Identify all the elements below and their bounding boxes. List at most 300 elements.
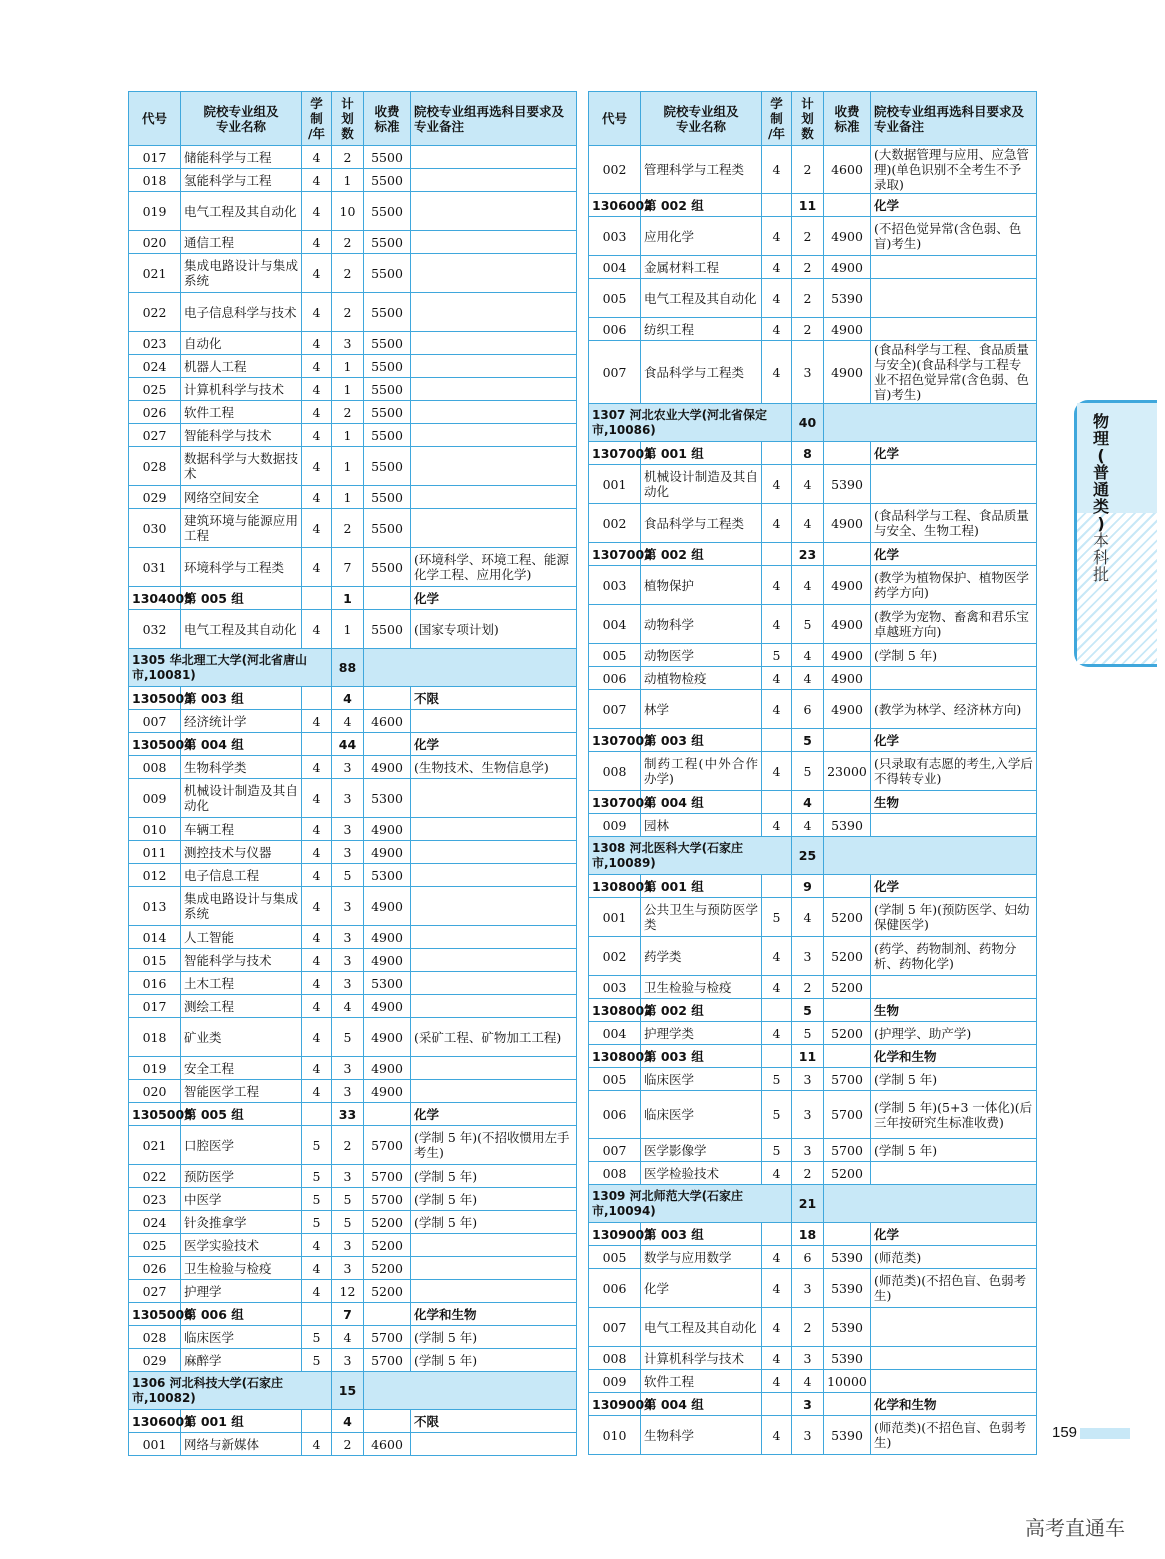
major-years: 4: [762, 465, 792, 504]
school-plan: 15: [332, 1372, 364, 1410]
major-code: 008: [589, 1162, 641, 1185]
major-code: 003: [589, 976, 641, 999]
major-note: [411, 424, 577, 447]
major-name: 动植物检疫: [641, 667, 762, 690]
major-fee: 5300: [364, 779, 411, 818]
major-note: (采矿工程、矿物加工工程): [411, 1018, 577, 1057]
major-row: [129, 401, 577, 424]
major-row: [589, 898, 1037, 937]
major-note: [871, 814, 1037, 837]
section-side-tab: [1074, 400, 1157, 667]
major-years: 4: [762, 504, 792, 543]
major-note: [411, 1057, 577, 1080]
major-plan: 4: [792, 814, 824, 837]
major-note: (学制 5 年): [411, 1211, 577, 1234]
major-years: 5: [302, 1326, 332, 1349]
major-name: 预防医学: [181, 1165, 302, 1188]
major-fee: 5500: [364, 424, 411, 447]
major-years: 4: [302, 1433, 332, 1456]
major-fee: 5200: [824, 937, 871, 976]
major-fee: 5300: [364, 972, 411, 995]
group-name: 第 003 组: [181, 687, 302, 710]
major-code: 006: [589, 1091, 641, 1139]
major-name: 数学与应用数学: [641, 1246, 762, 1269]
major-code: 017: [129, 146, 181, 169]
group-code: 1308003: [589, 1045, 641, 1068]
major-name: 卫生检验与检疫: [641, 976, 762, 999]
major-fee: 5200: [824, 976, 871, 999]
major-row: [589, 814, 1037, 837]
major-fee: 4900: [364, 756, 411, 779]
major-years: 4: [762, 1246, 792, 1269]
group-name: 第 002 组: [641, 194, 762, 217]
major-plan: 3: [332, 756, 364, 779]
major-name: 麻醉学: [181, 1349, 302, 1372]
group-code: 1309004: [589, 1393, 641, 1416]
major-name: 自动化: [181, 332, 302, 355]
major-fee: 5390: [824, 1347, 871, 1370]
major-code: 010: [589, 1416, 641, 1455]
major-code: 004: [589, 1022, 641, 1045]
major-row: [129, 887, 577, 926]
major-note: (师范类)(不招色盲、色弱考生): [871, 1416, 1037, 1455]
major-plan: 3: [332, 779, 364, 818]
major-plan: 1: [332, 610, 364, 649]
group-subject-requirement: 生物: [871, 999, 1037, 1022]
major-years: 4: [302, 1280, 332, 1303]
major-fee: 5700: [364, 1326, 411, 1349]
school-plan: 21: [792, 1185, 824, 1223]
major-code: 022: [129, 293, 181, 332]
major-name: 智能科学与技术: [181, 424, 302, 447]
school-name: 1307 河北农业大学(河北省保定市,10086): [589, 404, 792, 442]
major-note: [871, 1308, 1037, 1347]
major-plan: 2: [792, 976, 824, 999]
major-row: [129, 424, 577, 447]
major-plan: 5: [332, 1188, 364, 1211]
major-plan: 2: [332, 509, 364, 548]
major-note: [411, 169, 577, 192]
major-row: [589, 279, 1037, 318]
major-row: [129, 447, 577, 486]
group-plan: 4: [792, 791, 824, 814]
group-fee: [364, 587, 411, 610]
group-row: [589, 1393, 1037, 1416]
group-name: 第 002 组: [641, 999, 762, 1022]
major-years: 4: [762, 341, 792, 404]
major-fee: 23000: [824, 752, 871, 791]
major-code: 024: [129, 355, 181, 378]
major-years: 4: [302, 486, 332, 509]
major-note: [871, 1347, 1037, 1370]
group-plan: 44: [332, 733, 364, 756]
major-fee: 5700: [364, 1188, 411, 1211]
major-code: 007: [129, 710, 181, 733]
group-subject-requirement: 化学和生物: [871, 1393, 1037, 1416]
major-years: 4: [302, 332, 332, 355]
major-code: 016: [129, 972, 181, 995]
group-subject-requirement: 化学和生物: [871, 1045, 1037, 1068]
major-row: [589, 1416, 1037, 1455]
major-plan: 2: [332, 1126, 364, 1165]
major-row: [129, 1257, 577, 1280]
group-fee: [824, 1393, 871, 1416]
major-code: 007: [589, 341, 641, 404]
major-code: 021: [129, 1126, 181, 1165]
group-code: 1305003: [129, 687, 181, 710]
major-note: [411, 1234, 577, 1257]
major-note: (学制 5 年)(不招收惯用左手考生): [411, 1126, 577, 1165]
group-plan: 33: [332, 1103, 364, 1126]
major-row: [129, 192, 577, 231]
major-plan: 3: [792, 1068, 824, 1091]
major-years: 4: [762, 1370, 792, 1393]
group-years: [762, 791, 792, 814]
school-row: [589, 404, 1037, 442]
major-plan: 5: [332, 1211, 364, 1234]
major-code: 002: [589, 504, 641, 543]
major-row: [129, 332, 577, 355]
major-code: 002: [589, 937, 641, 976]
major-plan: 1: [332, 169, 364, 192]
major-code: 009: [129, 779, 181, 818]
major-note: (教学为林学、经济林方向): [871, 690, 1037, 729]
group-row: [129, 1303, 577, 1326]
major-fee: 5390: [824, 1269, 871, 1308]
group-years: [762, 999, 792, 1022]
header-code: 代号: [589, 92, 641, 146]
major-plan: 6: [792, 690, 824, 729]
major-note: (教学为植物保护、植物医学药学方向): [871, 566, 1037, 605]
group-years: [302, 1303, 332, 1326]
major-name: 电子信息工程: [181, 864, 302, 887]
major-note: [411, 887, 577, 926]
major-years: 4: [302, 864, 332, 887]
major-note: [411, 1080, 577, 1103]
major-name: 生物科学: [641, 1416, 762, 1455]
major-row: [129, 1433, 577, 1456]
major-code: 025: [129, 378, 181, 401]
major-name: 动物医学: [641, 644, 762, 667]
major-years: 4: [762, 1022, 792, 1045]
major-years: 5: [302, 1188, 332, 1211]
major-name: 口腔医学: [181, 1126, 302, 1165]
major-code: 012: [129, 864, 181, 887]
major-name: 机械设计制造及其自动化: [181, 779, 302, 818]
major-row: [129, 1188, 577, 1211]
major-fee: 5700: [824, 1068, 871, 1091]
major-plan: 3: [792, 341, 824, 404]
major-fee: 5500: [364, 610, 411, 649]
major-note: (生物技术、生物信息学): [411, 756, 577, 779]
group-code: 1305004: [129, 733, 181, 756]
major-name: 电气工程及其自动化: [181, 610, 302, 649]
header-code: 代号: [129, 92, 181, 146]
major-note: [411, 254, 577, 293]
major-note: [411, 841, 577, 864]
major-note: [871, 256, 1037, 279]
major-code: 029: [129, 486, 181, 509]
major-name: 集成电路设计与集成系统: [181, 887, 302, 926]
major-name: 电子信息科学与技术: [181, 293, 302, 332]
major-name: 护理学: [181, 1280, 302, 1303]
group-fee: [824, 1223, 871, 1246]
major-years: 4: [302, 949, 332, 972]
major-years: 4: [762, 814, 792, 837]
header-fee: 收费 标准: [364, 92, 411, 146]
group-plan: 18: [792, 1223, 824, 1246]
major-fee: 4900: [364, 1080, 411, 1103]
major-years: 4: [762, 318, 792, 341]
major-note: (食品科学与工程、食品质量与安全、生物工程): [871, 504, 1037, 543]
school-fill: [364, 1372, 577, 1410]
major-fee: 4900: [824, 690, 871, 729]
group-plan: 7: [332, 1303, 364, 1326]
major-name: 护理学类: [641, 1022, 762, 1045]
major-plan: 4: [792, 898, 824, 937]
major-plan: 2: [332, 231, 364, 254]
major-code: 025: [129, 1234, 181, 1257]
major-note: (师范类)(不招色盲、色弱考生): [871, 1269, 1037, 1308]
major-plan: 4: [792, 566, 824, 605]
major-note: (国家专项计划): [411, 610, 577, 649]
major-note: (学制 5 年): [871, 644, 1037, 667]
major-years: 4: [302, 447, 332, 486]
major-plan: 10: [332, 192, 364, 231]
major-plan: 3: [792, 1269, 824, 1308]
major-code: 015: [129, 949, 181, 972]
major-years: 4: [302, 548, 332, 587]
group-years: [762, 1045, 792, 1068]
major-fee: 4900: [364, 818, 411, 841]
major-row: [129, 818, 577, 841]
major-row: [129, 355, 577, 378]
major-name: 临床医学: [181, 1326, 302, 1349]
major-note: [871, 1370, 1037, 1393]
group-years: [762, 875, 792, 898]
group-plan: 4: [332, 1410, 364, 1433]
tab-category: 物 理 ( 普 通 类 ): [1092, 412, 1109, 533]
major-plan: 2: [792, 256, 824, 279]
major-code: 008: [129, 756, 181, 779]
major-row: [129, 146, 577, 169]
major-years: 5: [762, 1068, 792, 1091]
major-name: 软件工程: [641, 1370, 762, 1393]
school-row: [589, 837, 1037, 875]
group-row: [589, 729, 1037, 752]
major-name: 纺织工程: [641, 318, 762, 341]
major-years: 4: [302, 509, 332, 548]
major-years: 4: [302, 1257, 332, 1280]
major-fee: 4900: [824, 217, 871, 256]
major-plan: 1: [332, 486, 364, 509]
major-note: (学制 5 年): [411, 1165, 577, 1188]
major-note: [871, 318, 1037, 341]
major-note: [411, 332, 577, 355]
group-row: [589, 194, 1037, 217]
major-years: 4: [302, 378, 332, 401]
major-row: [589, 1068, 1037, 1091]
major-years: 5: [762, 1139, 792, 1162]
group-subject-requirement: 化学: [411, 733, 577, 756]
major-note: [411, 949, 577, 972]
major-code: 020: [129, 1080, 181, 1103]
major-name: 智能医学工程: [181, 1080, 302, 1103]
major-name: 食品科学与工程类: [641, 504, 762, 543]
major-plan: 4: [792, 644, 824, 667]
major-fee: 4900: [364, 949, 411, 972]
major-row: [589, 1162, 1037, 1185]
major-years: 5: [762, 1091, 792, 1139]
major-fee: 5500: [364, 548, 411, 587]
group-code: 1309003: [589, 1223, 641, 1246]
page-number-bar: [1080, 1428, 1130, 1439]
group-subject-requirement: 化学: [871, 875, 1037, 898]
major-code: 019: [129, 192, 181, 231]
school-name: 1306 河北科技大学(石家庄市,10082): [129, 1372, 332, 1410]
major-plan: 2: [792, 318, 824, 341]
group-name: 第 001 组: [641, 875, 762, 898]
major-fee: 5200: [364, 1257, 411, 1280]
major-plan: 2: [332, 293, 364, 332]
major-code: 026: [129, 1257, 181, 1280]
major-code: 028: [129, 447, 181, 486]
major-plan: 2: [792, 1308, 824, 1347]
tab-text: [1085, 413, 1117, 583]
major-plan: 5: [332, 864, 364, 887]
major-fee: 4900: [364, 1057, 411, 1080]
major-name: 电气工程及其自动化: [641, 279, 762, 318]
major-fee: 4900: [824, 667, 871, 690]
group-years: [762, 1393, 792, 1416]
major-note: (学制 5 年)(5+3 一体化)(后三年按研究生标准收费): [871, 1091, 1037, 1139]
major-plan: 5: [792, 752, 824, 791]
major-row: [129, 1326, 577, 1349]
major-fee: 5500: [364, 254, 411, 293]
major-years: 4: [762, 256, 792, 279]
major-row: [129, 1211, 577, 1234]
major-code: 027: [129, 1280, 181, 1303]
major-code: 005: [589, 1068, 641, 1091]
major-fee: 4600: [824, 146, 871, 194]
major-row: [129, 1165, 577, 1188]
group-name: 第 003 组: [641, 729, 762, 752]
major-code: 018: [129, 1018, 181, 1057]
major-code: 024: [129, 1211, 181, 1234]
group-plan: 5: [792, 729, 824, 752]
major-fee: 4900: [364, 841, 411, 864]
group-subject-requirement: 化学: [871, 543, 1037, 566]
major-code: 023: [129, 332, 181, 355]
major-name: 生物科学类: [181, 756, 302, 779]
tab-batch: 本 科 批: [1092, 531, 1109, 584]
major-fee: 5390: [824, 465, 871, 504]
header-note: 院校专业组再选科目要求及专业备注: [411, 92, 577, 146]
major-fee: 5500: [364, 332, 411, 355]
major-years: 4: [302, 254, 332, 293]
major-note: [871, 465, 1037, 504]
group-code: 1306002: [589, 194, 641, 217]
major-row: [589, 318, 1037, 341]
major-note: [411, 486, 577, 509]
group-row: [589, 1223, 1037, 1246]
group-fee: [364, 1303, 411, 1326]
major-note: [411, 972, 577, 995]
major-code: 017: [129, 995, 181, 1018]
group-name: 第 004 组: [181, 733, 302, 756]
major-row: [589, 752, 1037, 791]
major-row: [589, 644, 1037, 667]
major-row: [589, 256, 1037, 279]
major-years: 4: [762, 217, 792, 256]
major-row: [129, 509, 577, 548]
major-years: 4: [302, 355, 332, 378]
major-name: 网络空间安全: [181, 486, 302, 509]
major-note: (大数据管理与应用、应急管理)(单色识别不全考生不予录取): [871, 146, 1037, 194]
major-note: [411, 146, 577, 169]
major-row: [129, 1126, 577, 1165]
major-fee: 5200: [364, 1234, 411, 1257]
major-row: [589, 1269, 1037, 1308]
header-name: 院校专业组及 专业名称: [181, 92, 302, 146]
major-fee: 5500: [364, 509, 411, 548]
major-plan: 3: [332, 841, 364, 864]
major-note: (学制 5 年): [411, 1188, 577, 1211]
major-name: 软件工程: [181, 401, 302, 424]
major-name: 应用化学: [641, 217, 762, 256]
major-fee: 5390: [824, 1416, 871, 1455]
major-name: 经济统计学: [181, 710, 302, 733]
major-code: 004: [589, 256, 641, 279]
major-name: 植物保护: [641, 566, 762, 605]
major-name: 氢能科学与工程: [181, 169, 302, 192]
major-name: 集成电路设计与集成系统: [181, 254, 302, 293]
group-plan: 9: [792, 875, 824, 898]
group-code: 1307002: [589, 543, 641, 566]
group-subject-requirement: 生物: [871, 791, 1037, 814]
group-fee: [824, 1045, 871, 1068]
school-plan: 25: [792, 837, 824, 875]
major-years: 4: [302, 1018, 332, 1057]
major-note: [411, 864, 577, 887]
major-years: 4: [302, 293, 332, 332]
major-fee: 4900: [364, 1018, 411, 1057]
major-fee: 4900: [364, 926, 411, 949]
group-plan: 1: [332, 587, 364, 610]
major-fee: 4900: [824, 318, 871, 341]
group-name: 第 003 组: [641, 1223, 762, 1246]
major-code: 006: [589, 667, 641, 690]
group-row: [129, 1410, 577, 1433]
major-row: [129, 756, 577, 779]
major-row: [129, 1080, 577, 1103]
school-plan: 40: [792, 404, 824, 442]
major-note: (教学为宠物、畜禽和君乐宝卓越班方向): [871, 605, 1037, 644]
major-fee: 5200: [824, 1022, 871, 1045]
major-code: 014: [129, 926, 181, 949]
major-years: 5: [302, 1211, 332, 1234]
group-row: [589, 442, 1037, 465]
major-plan: 4: [332, 1326, 364, 1349]
major-name: 机械设计制造及其自动化: [641, 465, 762, 504]
major-row: [129, 1349, 577, 1372]
major-code: 008: [589, 1347, 641, 1370]
major-code: 001: [589, 465, 641, 504]
major-years: 4: [302, 169, 332, 192]
major-name: 车辆工程: [181, 818, 302, 841]
group-fee: [824, 875, 871, 898]
major-note: [411, 355, 577, 378]
